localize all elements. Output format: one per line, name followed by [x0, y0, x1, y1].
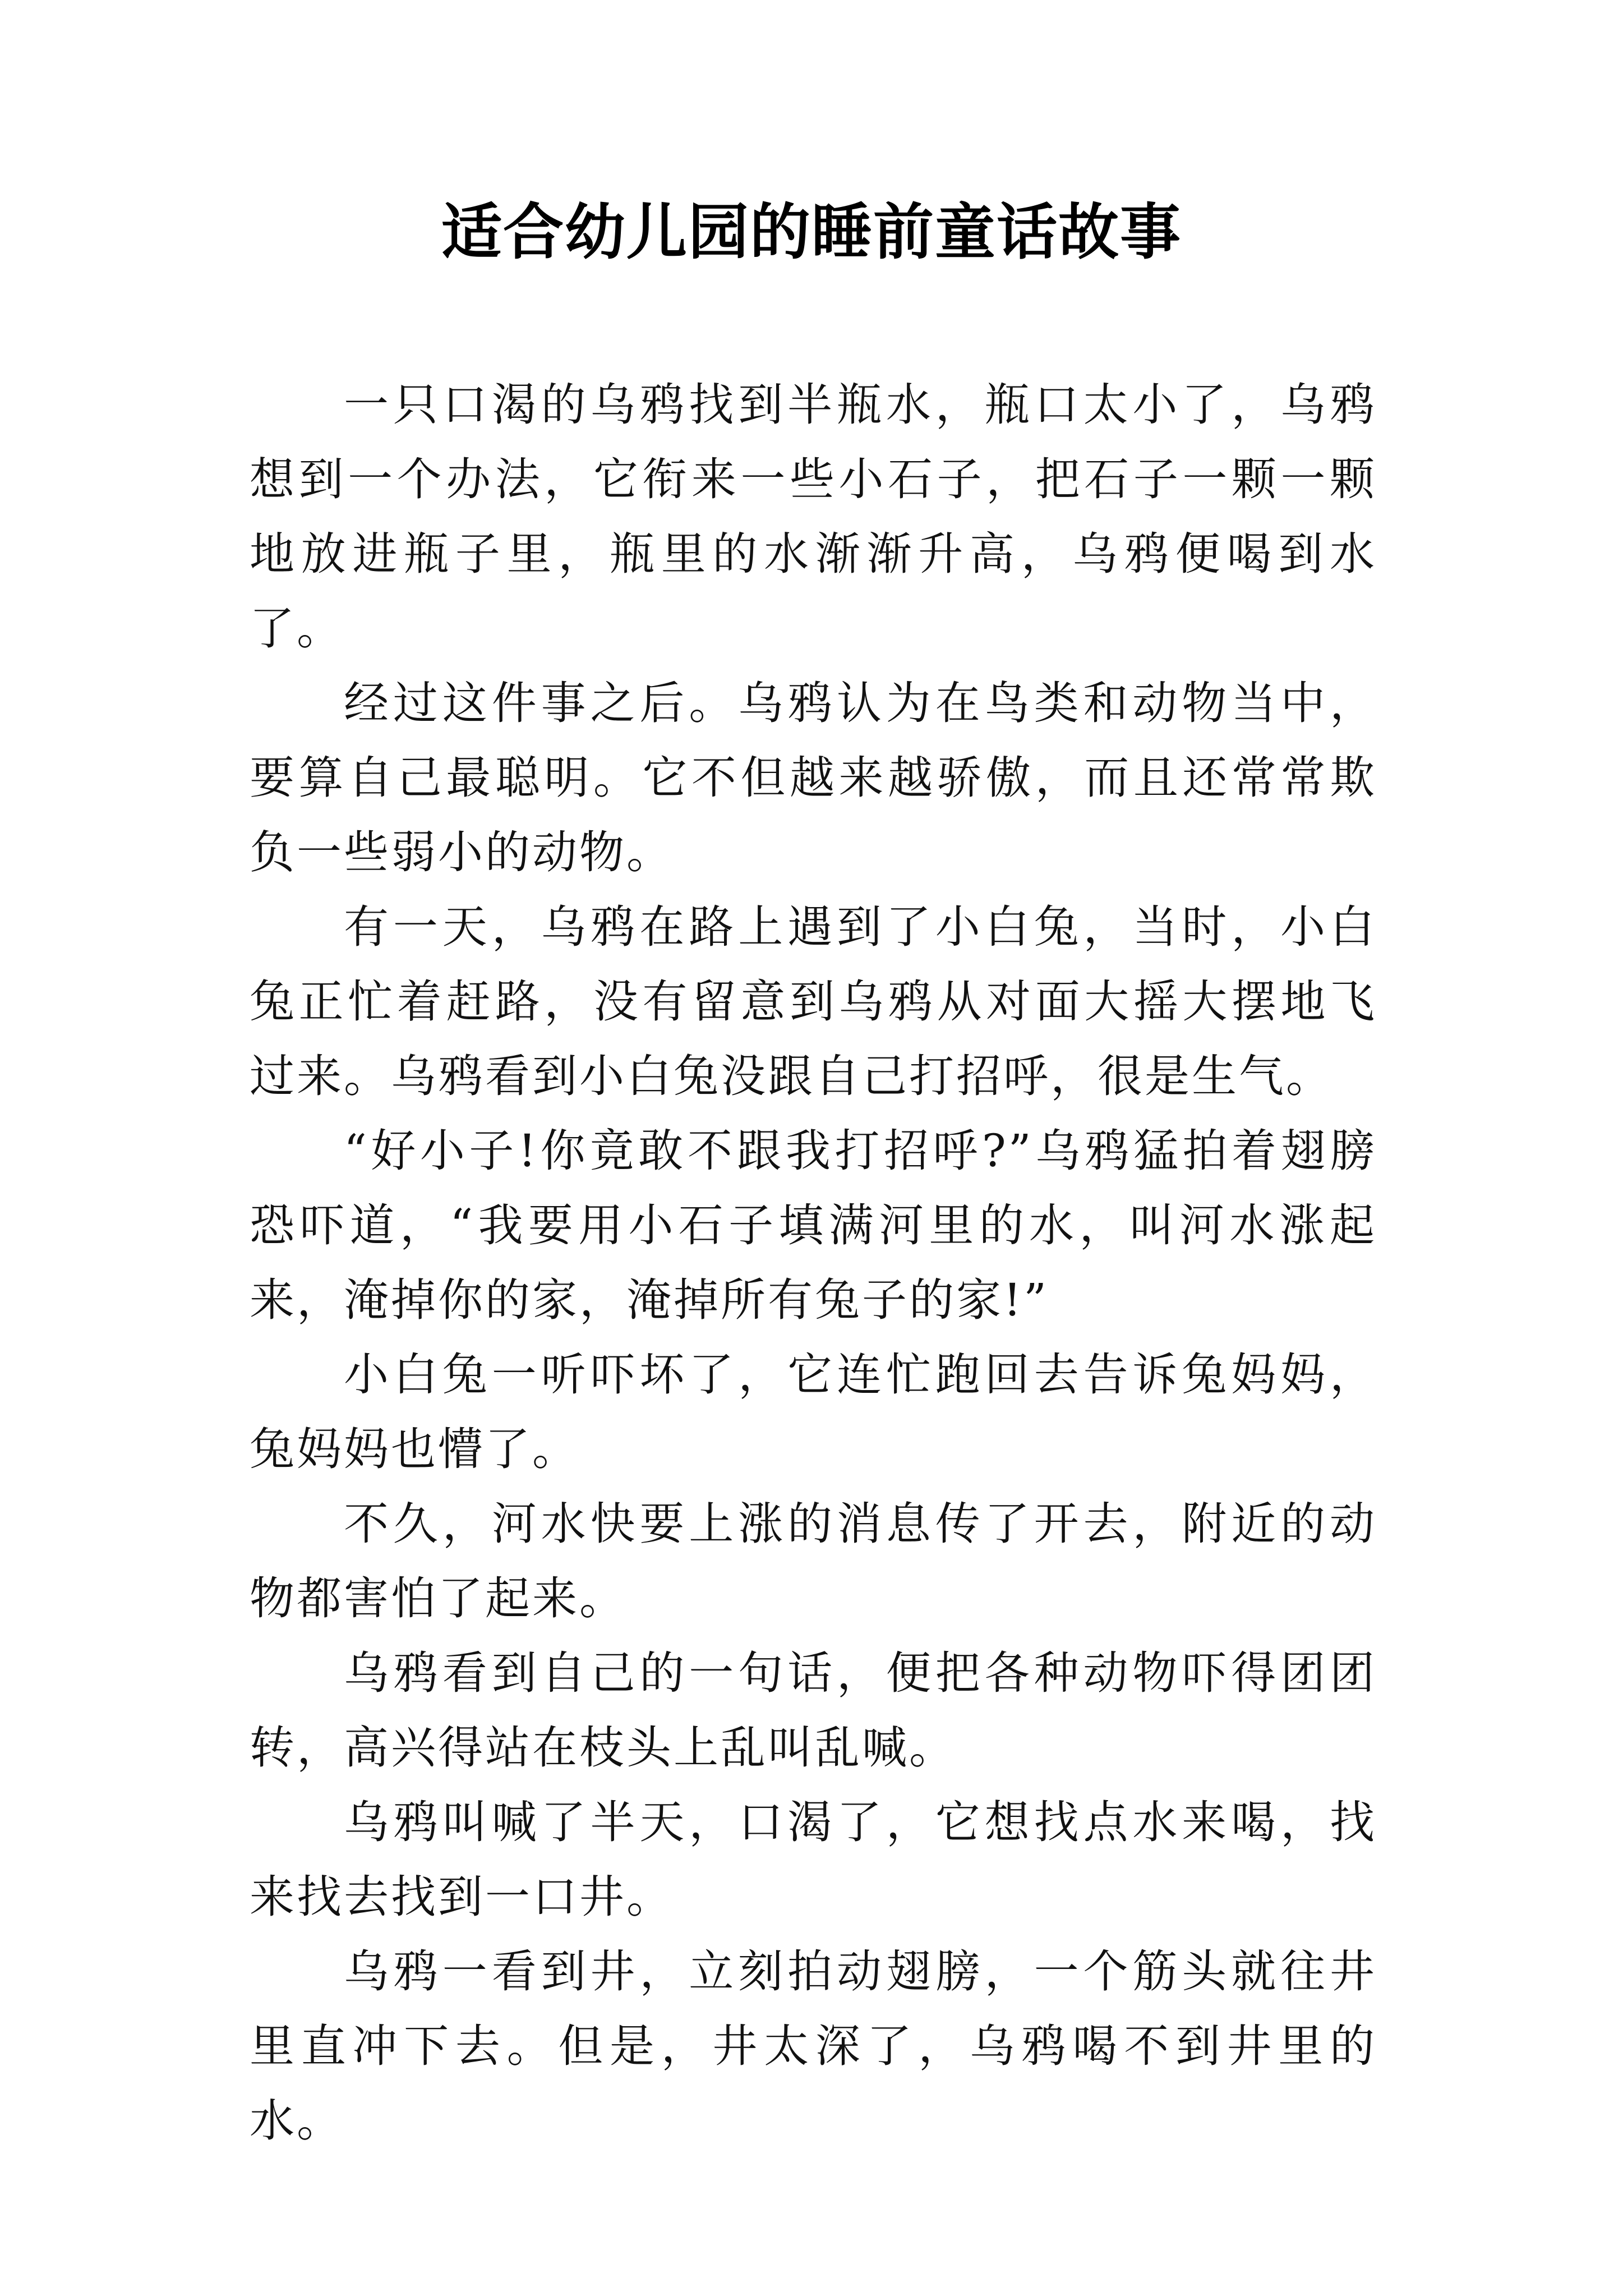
- paragraph-8: 乌鸦叫喊了半天，口渴了，它想找点水来喝，找来找去找到一口井。: [250, 1796, 1377, 1923]
- document-body: [250, 367, 1377, 2158]
- paragraph-2: 经过这件事之后。乌鸦认为在鸟类和动物当中，要算自己最聪明。它不但越来越骄傲，而且还常常欺负一些弱小的动物。: [250, 677, 1377, 878]
- paragraph-1: 一只口渴的乌鸦找到半瓶水，瓶口太小了，乌鸦想到一个办法，它衔来一些小石子，把石子一颗一颗地放进瓶子里，瓶里的水渐渐升高，乌鸦便喝到水了。: [250, 379, 1377, 655]
- document-title: 适合幼儿园的睡前童话故事: [441, 197, 1182, 268]
- paragraph-4: “好小子!你竟敢不跟我打招呼?”乌鸦猛拍着翅膀恐吓道，“我要用小石子填满河里的水，叫河水涨起来，淹掉你的家，淹掉所有兔子的家!”: [250, 1125, 1377, 1326]
- paragraph-9: 乌鸦一看到井，立刻拍动翅膀，一个筋头就往井里直冲下去。但是，井太深了，乌鸦喝不到井里的水。: [250, 1945, 1377, 2147]
- paragraph-3: 有一天，乌鸦在路上遇到了小白兔，当时，小白兔正忙着赶路，没有留意到乌鸦从对面大摇大摆地飞过来。乌鸦看到小白兔没跟自己打招呼，很是生气。: [250, 901, 1377, 1102]
- paragraph-7: 乌鸦看到自己的一句话，便把各种动物吓得团团转，高兴得站在枝头上乱叫乱喊。: [250, 1647, 1377, 1774]
- paragraph-5: 小白兔一听吓坏了，它连忙跑回去告诉兔妈妈，兔妈妈也懵了。: [250, 1349, 1377, 1475]
- paragraph-6: 不久，河水快要上涨的消息传了开去，附近的动物都害怕了起来。: [250, 1498, 1377, 1625]
